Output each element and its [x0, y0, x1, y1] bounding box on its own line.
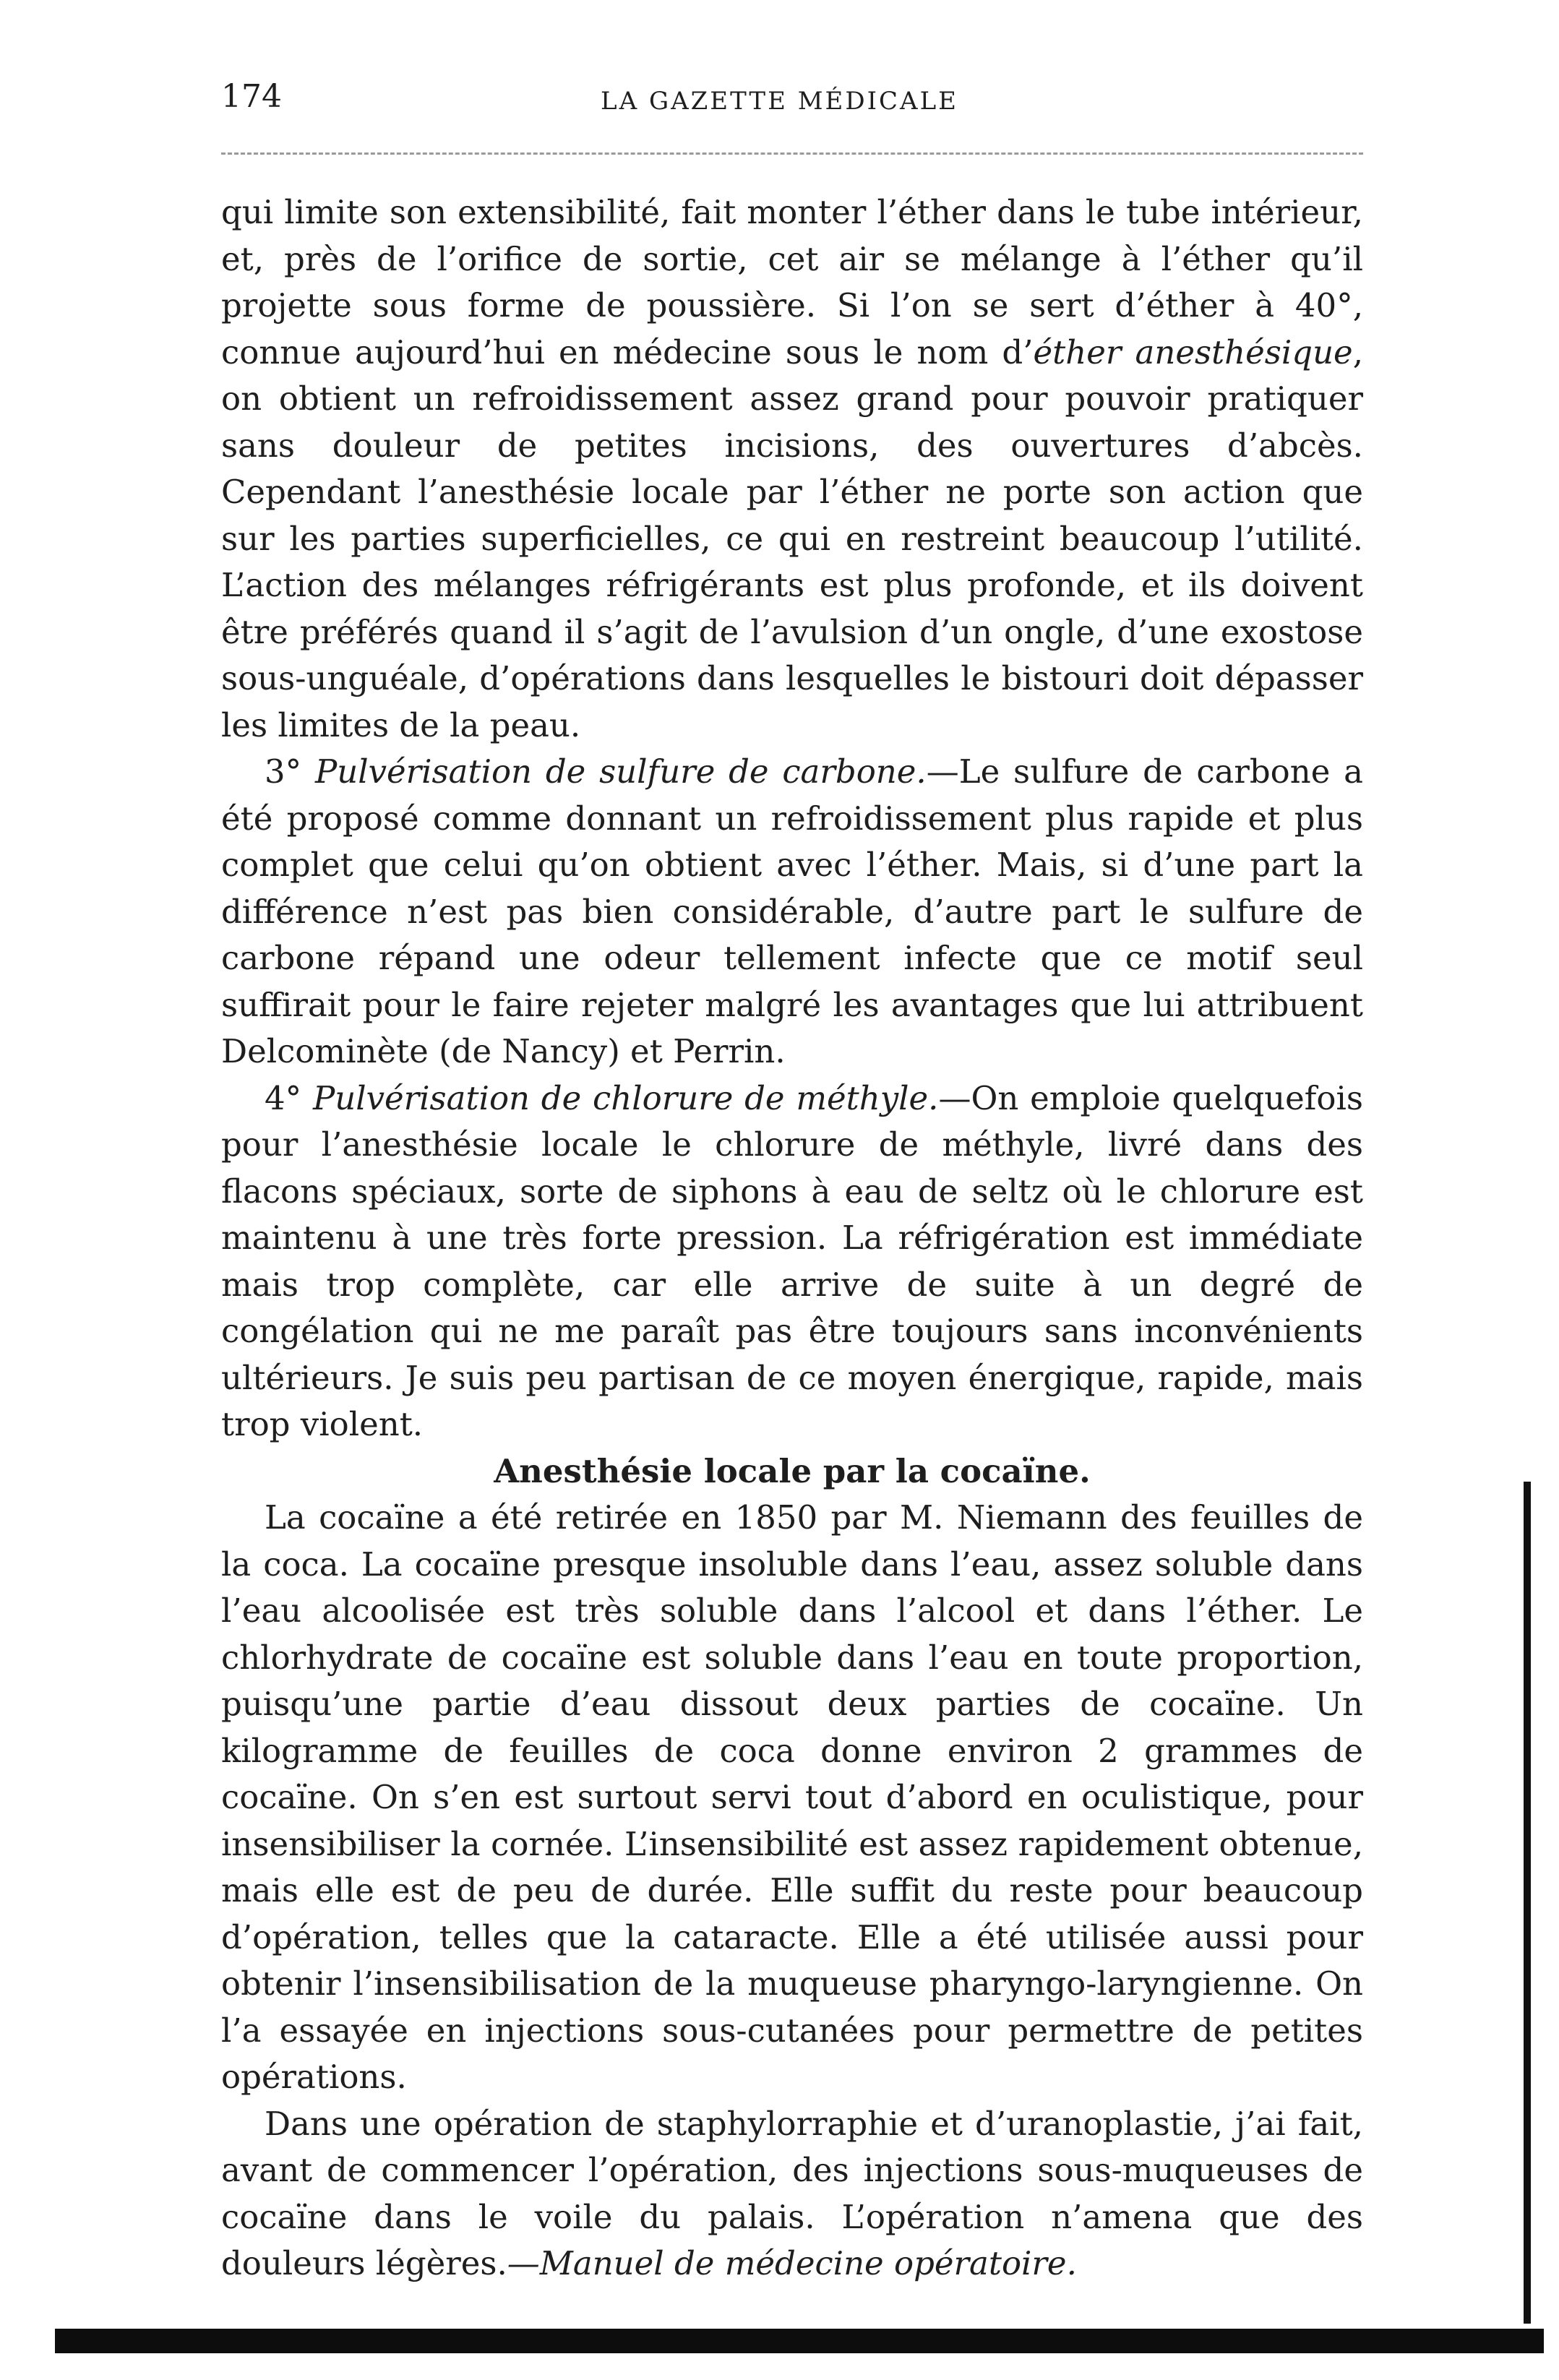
item-title: Pulvérisation de chlorure de méthyle.	[312, 1078, 939, 1117]
running-head-title: LA GAZETTE MÉDICALE	[601, 87, 958, 116]
paragraph-cocaine	[221, 1495, 1363, 2101]
source-citation: —Manuel de médecine opératoire.	[507, 2244, 1077, 2282]
paragraph-text: —Le sulfure de carbone a été proposé comme donnant un refroidissement plus rapide et plus complet que celui qu’on obtient avec l’éther. Mais, si d’une part la différence n’est pas bien considérable, d’autre part le sulfure de carbone répand une odeur tellement infecte que ce motif seul suffirait pour le faire rejeter malgré les avantages que lui attribuent Delcominète (de Nancy) et Perrin.	[221, 752, 1364, 1070]
paragraph-text: Dans une opération de staphylorraphie et d’uranoplastie, j’ai fait, avant de commencer l’opération, des injections sous-muqueuses de cocaïne dans le voile du palais. L’opération n’amena que des douleurs légères.	[221, 2104, 1363, 2282]
header-rule	[221, 152, 1363, 155]
paragraph-chlorure-methyle	[221, 1075, 1363, 1448]
item-title: Pulvérisation de sulfure de carbone.	[314, 752, 927, 791]
item-number: 4°	[265, 1078, 302, 1117]
paragraph-ether	[221, 189, 1363, 749]
scan-edge-bar	[1524, 1482, 1531, 2324]
paragraph-text: qui limite son extensibilité, fait monter l’éther dans le tube intérieur, et, près de l’orifice de sortie, cet air se mélange à l’éther qu’il projette sous forme de poussière. Si l’on se sert d’éther à 40°, connue aujourd’hui en médecine sous le nom d’	[221, 193, 1363, 371]
scan-bottom-edge	[55, 2329, 1544, 2353]
paragraph-sulfure-carbone	[221, 749, 1363, 1075]
paragraph-text: La cocaïne a été retirée en 1850 par M. Niemann des feuilles de la coca. La cocaïne presque insoluble dans l’eau, assez soluble dans l’eau alcoolisée est très soluble dans l’alcool et dans l’éther. Le chlorhydrate de cocaïne est soluble dans l’eau en toute proportion, puisqu’une partie d’eau dissout deux parties de cocaïne. Un kilogramme de feuilles de coca donne environ 2 grammes de cocaïne. On s’en est surtout servi tout d’abord en oculistique, pour insensibiliser la cornée. L’insensibilité est assez rapidement obtenue, mais elle est de peu de durée. Elle suffit du reste pour beaucoup d’opération, telles que la cataracte. Elle a été utilisée aussi pour obtenir l’insensibilisation de la muqueuse pharyngo-laryngienne. On l’a essayée en injections sous-cutanées pour permettre de petites opérations.	[221, 1498, 1363, 2096]
paragraph-staphylorraphie	[221, 2101, 1363, 2287]
italic-term: éther anesthésique	[1033, 332, 1353, 371]
paragraph-text: —On emploie quelquefois pour l’anesthésie locale le chlorure de méthyle, livré dans des flacons spéciaux, sorte de siphons à eau de seltz où le chlorure est maintenu à une très forte pression. La réfrigération est immédiate mais trop complète, car elle arrive de suite à un degré de congélation qui ne me paraît pas être toujours sans inconvénients ultérieurs. Je suis peu partisan de ce moyen énergique, rapide, mais trop violent.	[221, 1078, 1363, 1443]
page-number: 174	[221, 78, 282, 115]
paragraph-text: , on obtient un refroidissement assez grand pour pouvoir pratiquer sans douleur de petites incisions, des ouvertures d’abcès. Cependant l’anesthésie locale par l’éther ne porte son action que sur les parties superficielles, ce qui en restreint beaucoup l’utilité. L’action des mélanges réfrigérants est plus profonde, et ils doivent être préférés quand il s’agit de l’avulsion d’un ongle, d’une exostose sous-unguéale, d’opérations dans lesquelles le bistouri doit dépasser les limites de la peau.	[221, 332, 1363, 744]
item-number: 3°	[265, 752, 302, 791]
section-heading: Anesthésie locale par la cocaïne.	[494, 1451, 1091, 1490]
article-body	[221, 189, 1363, 2287]
